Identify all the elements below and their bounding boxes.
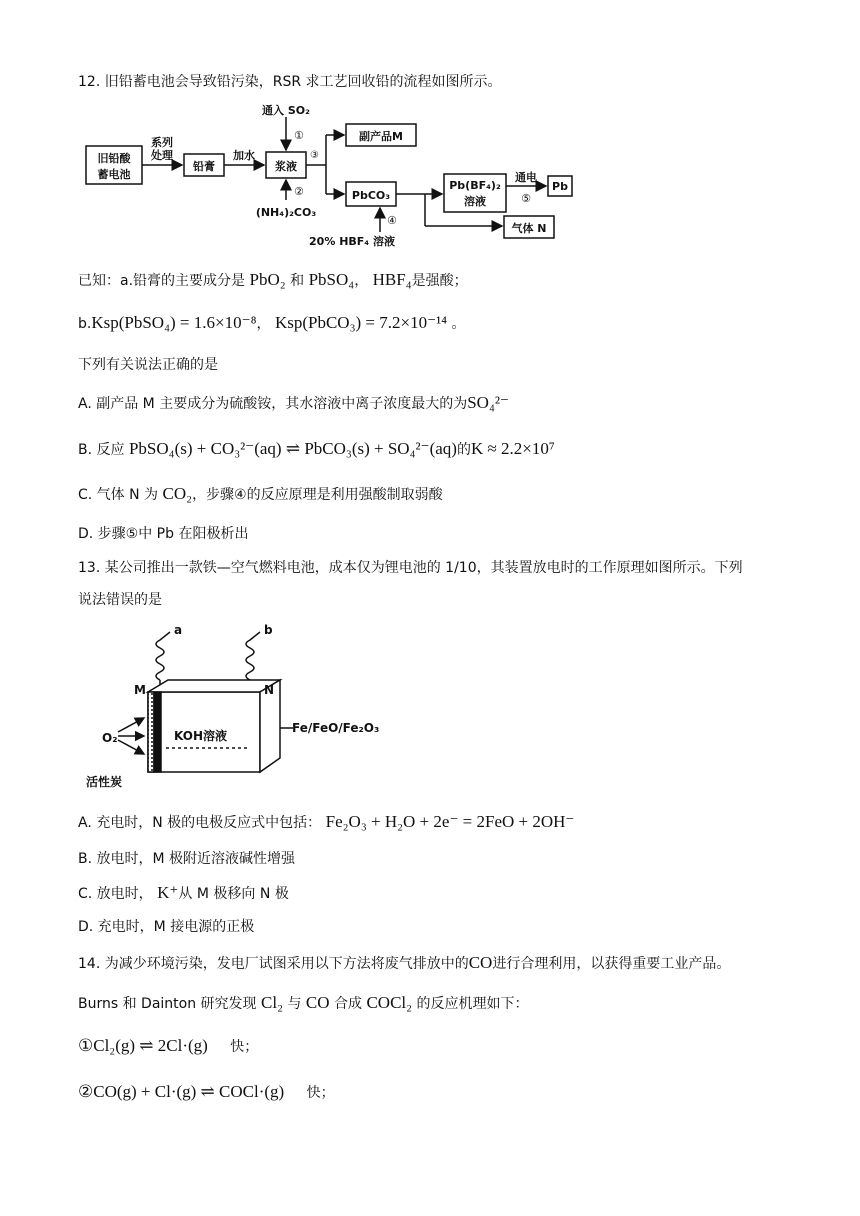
lead-paste-label: 铅膏 [193, 160, 215, 173]
option-b-prefix: B. 反应 [78, 442, 125, 458]
q12-option-d: D. 步骤⑤中 Pb 在阳极析出 [78, 526, 249, 542]
pbco3-label: PbCO₃ [351, 189, 391, 202]
electrode-m-label: M [134, 683, 146, 697]
q13-battery-diagram [78, 620, 388, 790]
q14-step1-equation: ①Cl₂(g) ⇌ 2Cl·(g) [78, 1036, 208, 1055]
arrow1-label-1: 系列 [151, 136, 173, 149]
q14-line2-mid: 合成 [334, 996, 362, 1012]
pbbf4-label-2: 溶液 [464, 195, 486, 208]
q14-stem-line2 [78, 993, 529, 1014]
q13-stem-line1: 13. 某公司推出一款铁—空气燃料电池，成本仅为锂电池的 1/10，其装置放电时的工作原理如图所示。下列 [78, 560, 743, 576]
option-a-ion: SO₄²⁻ [467, 393, 509, 412]
q12-stem: 12. 旧铅蓄电池会导致铅污染，RSR 求工艺回收铅的流程如图所示。 [78, 74, 502, 90]
terminal-b-label: b [264, 623, 273, 637]
byproduct-label: 副产品M [359, 130, 403, 143]
known-strong: 是强酸； [411, 273, 468, 289]
arrow1-label-2: 处理 [151, 149, 173, 162]
pbbf4-label-1: Pb(BF₄)₂ [449, 179, 501, 192]
q13-option-a-equation: Fe₂O₃ + H₂O + 2e⁻ = 2FeO + 2OH⁻ [325, 812, 575, 831]
known-prefix: 已知：a.铅膏的主要成分是 [78, 273, 246, 289]
option-b-k: K ≈ 2.2×10⁷ [470, 439, 555, 458]
known-pbso4: PbSO₄ [308, 270, 355, 289]
q13-option-c-ion: K⁺ [157, 883, 179, 902]
q12-known-a: 已知：a.铅膏的主要成分是 PbO₂ 和 PbSO₄， HBF₄是强酸； [78, 270, 468, 289]
q14-step2-equation: ②CO(g) + Cl·(g) ⇌ COCl·(g) [78, 1082, 285, 1101]
wire-a [156, 632, 170, 680]
fe-electrode-label: Fe/FeO/Fe₂O₃ [292, 721, 380, 735]
q13-option-c [78, 883, 289, 904]
q13-option-a [78, 812, 574, 833]
q13-option-c-text: 从 M 极移向 N 极 [178, 886, 289, 902]
o2-label: O₂ [102, 731, 118, 745]
nh4co3-label: (NH₄)₂CO₃ [255, 206, 317, 219]
battery-label-1: 旧铅酸 [97, 152, 131, 165]
wire-b [246, 632, 260, 680]
step1-label: ① [294, 129, 304, 142]
activated-carbon-label: 活性炭 [86, 775, 123, 789]
known-pbo2: PbO₂ [249, 270, 286, 289]
q14-step1-speed: 快； [230, 1039, 259, 1055]
known-hbf4: HBF₄ [372, 270, 412, 289]
ksp-prefix: b. [78, 316, 92, 332]
q14-step1 [78, 1036, 258, 1057]
q13-option-d: D. 充电时，M 接电源的正极 [78, 919, 255, 935]
option-a-text: A. 副产品 M 主要成分为硫酸铵，其水溶液中离子浓度最大的为 [78, 396, 468, 412]
option-b-mid: 的 [456, 442, 471, 458]
q14-stem-prefix: 14. 为减少环境污染，发电厂试图采用以下方法将废气排放中的 [78, 956, 469, 972]
q12-option-a [78, 393, 509, 414]
q12-known-b: b.Ksp(PbSO₄) = 1.6×10⁻⁸， Ksp(PbCO₃) = 7.2×10⁻¹⁴ 。 [78, 313, 466, 332]
q14-line2-cocl2: COCl₂ [366, 993, 413, 1012]
q12-flow-diagram [82, 102, 602, 250]
q12-option-b [78, 439, 555, 460]
q14-line2-co: CO [305, 993, 330, 1012]
so2-label: 通入 SO₂ [262, 104, 310, 117]
slurry-label: 浆液 [275, 160, 297, 173]
electrode-n-label: N [264, 683, 275, 697]
hbf4-label: 20% HBF₄ 溶液 [309, 235, 395, 248]
q14-line2-cl2: Cl₂ [261, 993, 284, 1012]
option-b-equation: PbSO₄(s) + CO₃²⁻(aq) ⇌ PbCO₃(s) + SO₄²⁻(aq) [128, 439, 457, 458]
step4-label: ④ [387, 214, 397, 227]
electrolysis-label: 通电 [515, 171, 537, 184]
q13-option-a-text: A. 充电时，N 极的电极反应式中包括： [78, 815, 322, 831]
q12-question: 下列有关说法正确的是 [78, 357, 218, 373]
q13-stem-line2: 说法错误的是 [78, 592, 162, 608]
add-water-label: 加水 [233, 149, 255, 162]
option-c-prefix: C. 气体 N 为 [78, 487, 159, 503]
ksp-pbco3: Ksp(PbCO₃) = 7.2×10⁻¹⁴ [274, 313, 448, 332]
q14-line2-and: 与 [287, 996, 302, 1012]
option-c-co2: CO₂ [162, 484, 193, 503]
q13-option-c-prefix: C. 放电时， [78, 886, 153, 902]
gas-n-label: 气体 N [511, 222, 547, 235]
q14-step2 [78, 1082, 335, 1103]
q14-line2-suffix: 的反应机理如下： [416, 996, 529, 1012]
step5-label: ⑤ [521, 192, 531, 205]
q14-line2-prefix: Burns 和 Dainton 研究发现 [78, 996, 257, 1012]
koh-label: KOH溶液 [174, 729, 228, 743]
q14-stem-line1 [78, 953, 730, 974]
ksp-pbso4: Ksp(PbSO₄) = 1.6×10⁻⁸ [91, 313, 257, 332]
step2-label: ② [294, 185, 304, 198]
q14-stem-co: CO [468, 953, 493, 972]
q13-option-b: B. 放电时，M 极附近溶液碱性增强 [78, 851, 296, 867]
terminal-a-label: a [174, 623, 183, 637]
battery-label-2: 蓄电池 [97, 168, 131, 181]
step3-label: ③ [310, 150, 319, 161]
q14-stem-suffix: 进行合理利用，以获得重要工业产品。 [492, 956, 731, 972]
pb-label: Pb [552, 180, 568, 193]
q14-step2-speed: 快； [306, 1085, 335, 1101]
known-and: 和 [290, 273, 305, 289]
q12-option-c [78, 484, 443, 505]
option-c-text: ，步骤④的反应原理是利用强酸制取弱酸 [192, 487, 443, 503]
